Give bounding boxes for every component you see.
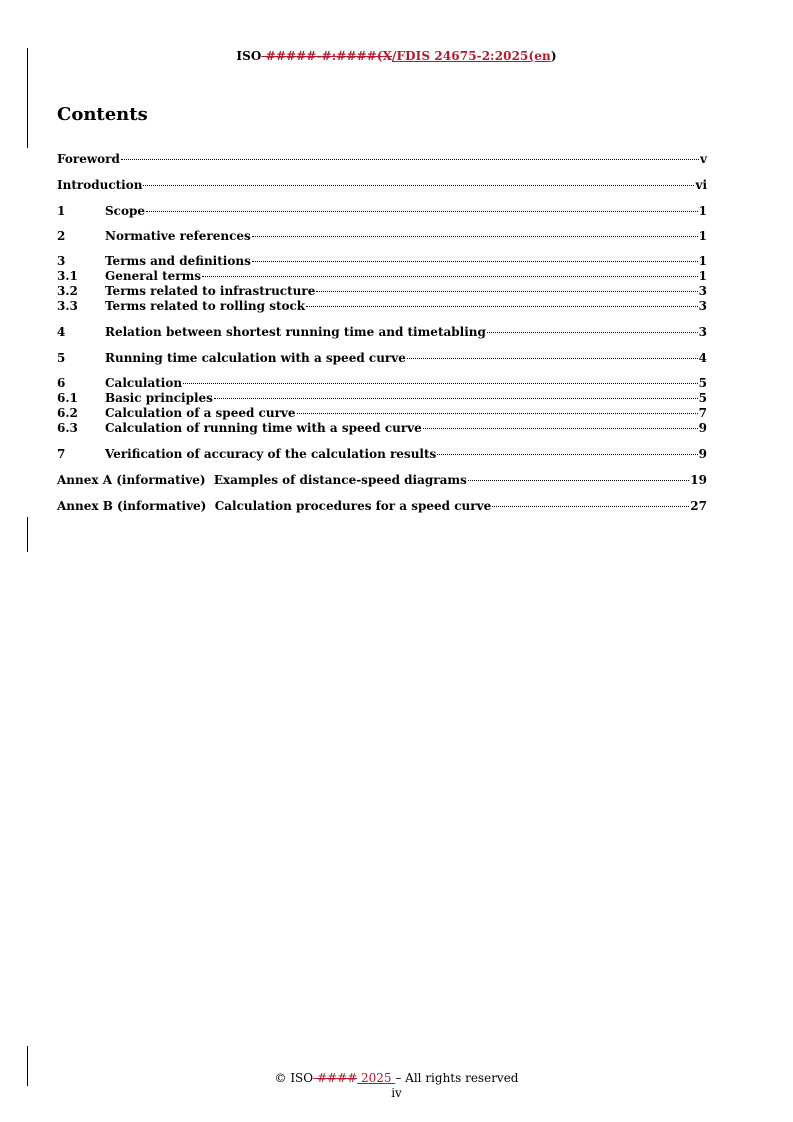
toc-page-number: 3: [698, 325, 707, 339]
toc-page-number: 3: [698, 299, 707, 313]
toc-leader-dots: [437, 441, 697, 455]
change-bar-middle: [27, 517, 28, 552]
toc-label: Verification of accuracy of the calculation results: [105, 447, 437, 461]
toc-page-number: 19: [690, 473, 707, 487]
toc-label: Foreword: [57, 152, 120, 166]
toc-label: Terms related to rolling stock: [105, 299, 306, 313]
toc-entry-annex-a[interactable]: [57, 470, 707, 487]
toc-page-number: 9: [698, 447, 707, 461]
toc-label: Calculation of running time with a speed curve: [105, 421, 422, 435]
toc-page-number: 1: [698, 204, 707, 218]
toc-entry-running-time-speed-curve[interactable]: [57, 348, 707, 365]
toc-page-number: 7: [698, 406, 707, 420]
toc-entry-annex-b[interactable]: [57, 496, 707, 513]
toc-leader-dots: [143, 172, 694, 186]
toc-number: 2: [57, 229, 66, 243]
toc-leader-dots: [407, 345, 698, 359]
toc-label: Terms related to infrastructure: [105, 284, 316, 298]
toc-entry-normative-references[interactable]: [57, 226, 707, 243]
document-footer: [0, 1071, 793, 1101]
toc-number: 6.3: [57, 421, 78, 435]
copyright-prefix: © ISO: [274, 1071, 314, 1085]
toc-entry-running-time-timetabling[interactable]: [57, 322, 707, 339]
toc-number: 3.2: [57, 284, 78, 298]
toc-number: 3.3: [57, 299, 78, 313]
toc-leader-dots: [297, 400, 698, 414]
toc-leader-dots: [316, 278, 697, 292]
header-prefix: ISO: [236, 49, 262, 63]
toc-page-number: 9: [698, 421, 707, 435]
toc-label: Calculation: [105, 376, 183, 390]
toc-entry-verification[interactable]: [57, 444, 707, 461]
toc-entry-introduction[interactable]: [57, 175, 707, 192]
toc-number: 3.1: [57, 269, 78, 283]
toc-leader-dots: [183, 370, 698, 384]
toc-label: Scope: [105, 204, 146, 218]
toc-label: Basic principles: [105, 391, 213, 405]
toc-leader-dots: [252, 248, 698, 262]
copyright-line: [0, 1071, 793, 1086]
toc-page-number: 4: [698, 351, 707, 365]
toc-page-number: 3: [698, 284, 707, 298]
toc-leader-dots: [468, 467, 689, 481]
toc-page-number: 1: [698, 254, 707, 268]
header-inserted-text: /FDIS 24675-2:2025(en: [392, 49, 551, 63]
toc-number: 1: [57, 204, 66, 218]
header-deleted-text: #####-#:####(X: [261, 49, 393, 63]
copyright-suffix: – All rights reserved: [395, 1071, 519, 1085]
copyright-inserted-year: 2025: [357, 1071, 396, 1085]
toc-page-number: 1: [698, 269, 707, 283]
toc-number: 3: [57, 254, 66, 268]
toc-label: Terms and definitions: [105, 254, 251, 268]
toc-leader-dots: [306, 293, 698, 307]
toc-label: General terms: [105, 269, 202, 283]
toc-leader-dots: [202, 263, 698, 277]
page-number: iv: [391, 1086, 402, 1100]
table-of-contents: [57, 147, 707, 513]
toc-label: Introduction: [57, 178, 143, 192]
toc-number: 6.2: [57, 406, 78, 420]
toc-label: Relation between shortest running time and timetabling: [105, 325, 486, 339]
toc-entry-scope[interactable]: [57, 201, 707, 218]
toc-number: 4: [57, 325, 66, 339]
toc-leader-dots: [146, 198, 698, 212]
toc-leader-dots: [214, 385, 698, 399]
toc-entry-foreword[interactable]: [57, 149, 707, 166]
toc-page-number: v: [700, 152, 707, 166]
toc-label: Annex A (informative) Examples of distance-speed diagrams: [57, 473, 467, 487]
toc-page-number: vi: [695, 178, 707, 192]
toc-leader-dots: [492, 493, 689, 507]
toc-page-number: 1: [698, 229, 707, 243]
toc-page-number: 27: [690, 499, 707, 513]
toc-label: Calculation of a speed curve: [105, 406, 296, 420]
copyright-deleted-year: ####: [313, 1071, 358, 1085]
toc-page-number: 5: [698, 376, 707, 390]
change-bar-top: [27, 48, 28, 148]
toc-number: 6: [57, 376, 66, 390]
page-title: Contents: [57, 104, 148, 125]
toc-leader-dots: [487, 319, 698, 333]
toc-leader-dots: [252, 223, 698, 237]
toc-number: 5: [57, 351, 66, 365]
toc-number: 7: [57, 447, 66, 461]
toc-leader-dots: [423, 415, 698, 429]
toc-label: Running time calculation with a speed curve: [105, 351, 406, 365]
toc-label: Normative references: [105, 229, 251, 243]
toc-page-number: 5: [698, 391, 707, 405]
document-header: [0, 49, 793, 63]
header-suffix: ): [550, 49, 557, 63]
toc-leader-dots: [121, 146, 699, 160]
toc-number: 6.1: [57, 391, 78, 405]
toc-label: Annex B (informative) Calculation procedures for a speed curve: [57, 499, 492, 513]
